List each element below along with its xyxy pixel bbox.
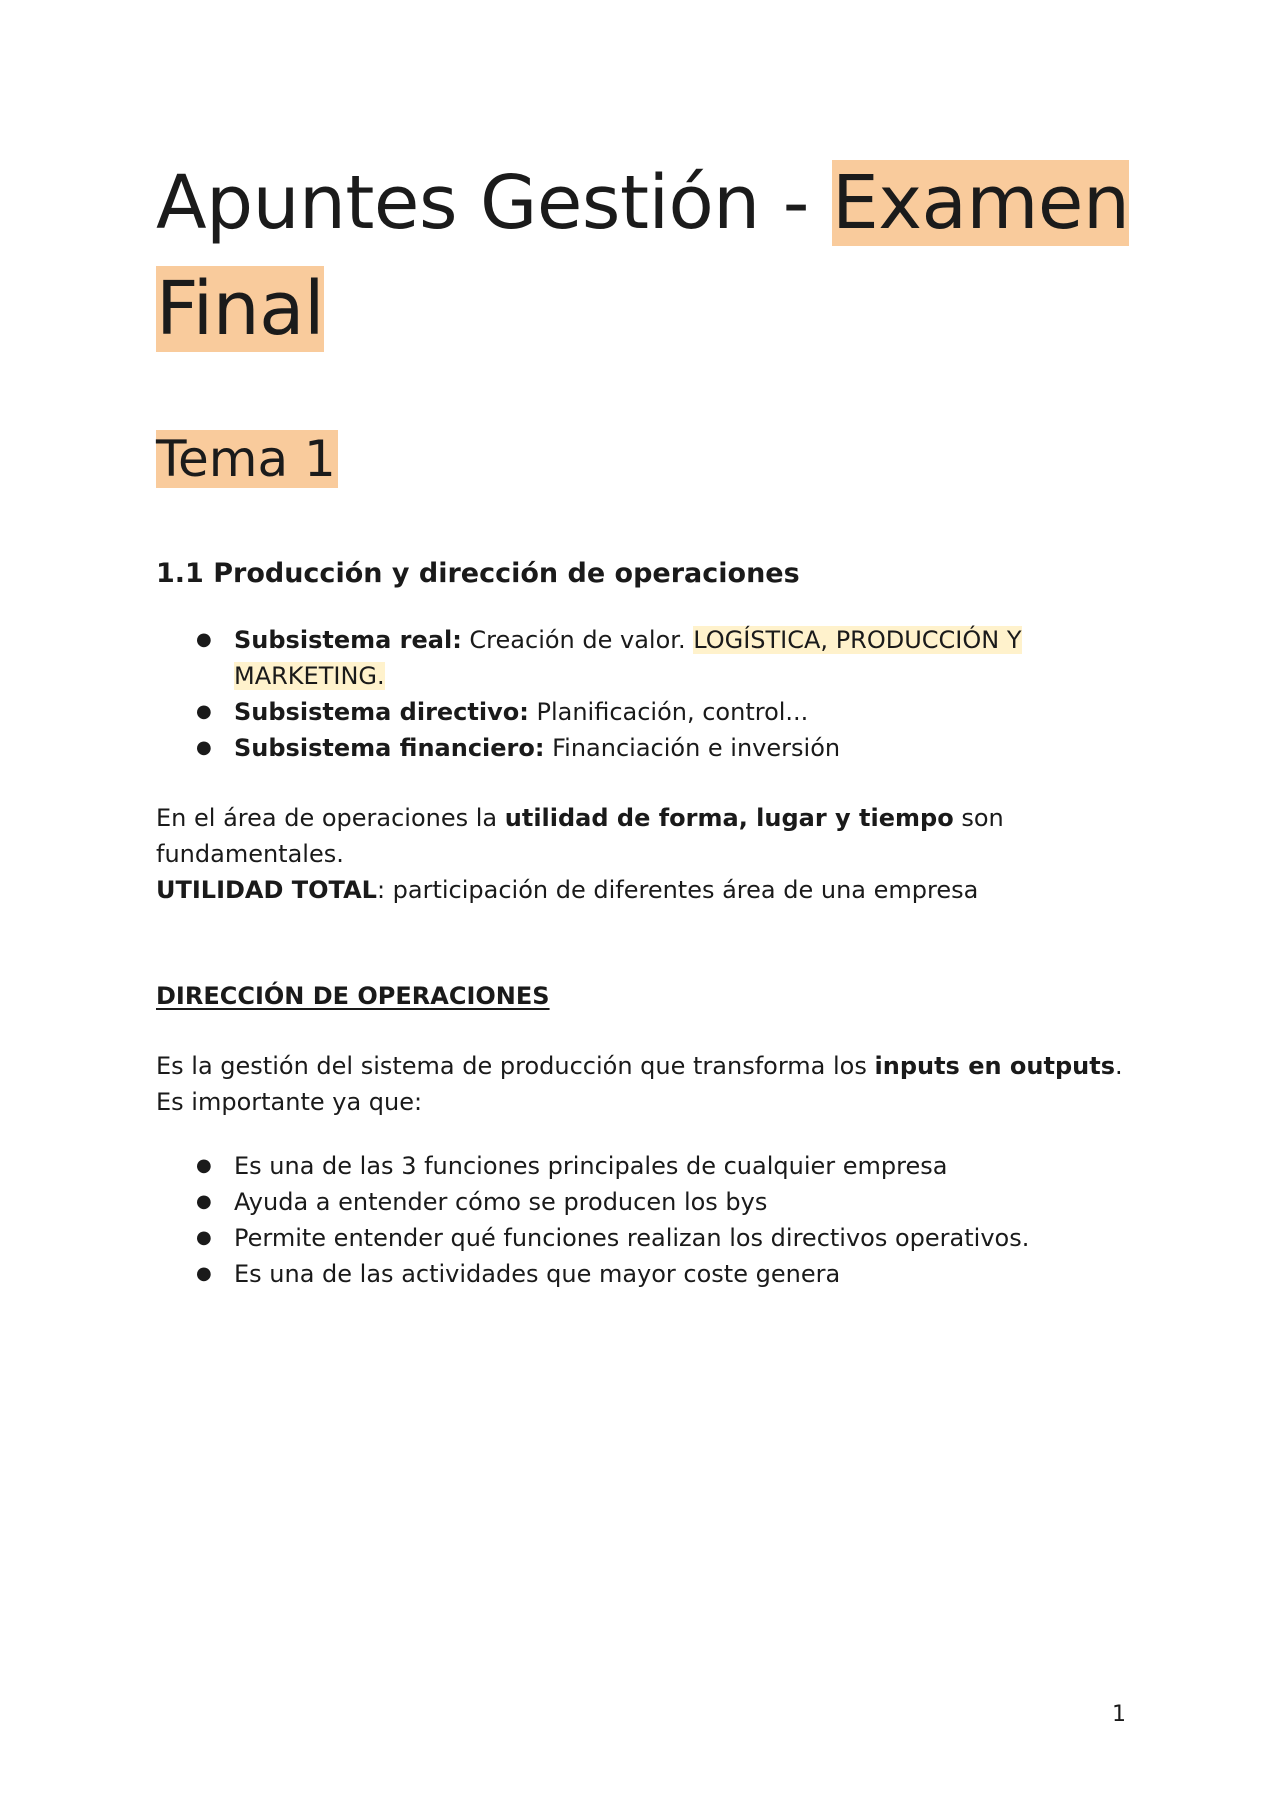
paragraph-text: : participación de diferentes área de una empresa bbox=[376, 876, 979, 904]
bullet-icon: ● bbox=[196, 1263, 212, 1284]
topic-heading bbox=[156, 426, 1136, 492]
list-item bbox=[196, 1184, 1136, 1220]
paragraph-text: En el área de operaciones la bbox=[156, 804, 505, 832]
paragraph-text: son fundamentales. bbox=[156, 804, 1004, 868]
list-item bbox=[196, 1220, 1136, 1256]
list-item-text: Creación de valor. bbox=[461, 626, 694, 654]
list-item-text: Permite entender qué funciones realizan los directivos operativos. bbox=[234, 1224, 1030, 1252]
direccion-paragraph bbox=[156, 1048, 1136, 1120]
list-item bbox=[196, 1256, 1136, 1292]
list-item-highlight: LOGÍSTICA, PRODUCCIÓN Y MARKETING. bbox=[234, 626, 1022, 690]
title-plain: Apuntes Gestión - bbox=[156, 160, 832, 246]
page-number: 1 bbox=[1112, 1702, 1126, 1727]
paragraph-text: . Es importante ya que: bbox=[156, 1052, 1123, 1116]
list-item-label: Subsistema real: bbox=[234, 626, 462, 654]
list-item-label: Subsistema financiero: bbox=[234, 734, 545, 762]
bullet-icon: ● bbox=[196, 701, 212, 722]
list-item-text: Financiación e inversión bbox=[544, 734, 841, 762]
document-title bbox=[156, 150, 1136, 362]
list-item bbox=[196, 730, 1136, 766]
list-item bbox=[196, 1148, 1136, 1184]
bullet-icon: ● bbox=[196, 1155, 212, 1176]
bullet-icon: ● bbox=[196, 737, 212, 758]
importance-list bbox=[156, 1148, 1136, 1292]
operations-paragraph bbox=[156, 800, 1136, 908]
subsystems-list bbox=[156, 622, 1136, 766]
paragraph-bold: inputs en outputs bbox=[874, 1052, 1115, 1080]
paragraph-bold: utilidad de forma, lugar y tiempo bbox=[504, 804, 954, 832]
direccion-heading: DIRECCIÓN DE OPERACIONES bbox=[156, 982, 550, 1010]
paragraph-text: Es la gestión del sistema de producción que transforma los bbox=[156, 1052, 875, 1080]
topic-heading-text: Tema 1 bbox=[156, 430, 336, 488]
title-highlight-examen: Examen bbox=[831, 160, 1130, 246]
list-item-label: Subsistema directivo: bbox=[234, 698, 529, 726]
list-item bbox=[196, 622, 1136, 694]
list-item-text: Es una de las actividades que mayor coste genera bbox=[234, 1260, 841, 1288]
list-item-text: Es una de las 3 funciones principales de cualquier empresa bbox=[234, 1152, 948, 1180]
bullet-icon: ● bbox=[196, 1227, 212, 1248]
title-highlight-final: Final bbox=[156, 266, 325, 352]
section-heading-1-1: 1.1 Producción y dirección de operaciones bbox=[156, 558, 800, 589]
list-item bbox=[196, 694, 1136, 730]
bullet-icon: ● bbox=[196, 1191, 212, 1212]
list-item-text: Planificación, control... bbox=[528, 698, 809, 726]
document-content bbox=[156, 150, 1136, 1292]
paragraph-bold: UTILIDAD TOTAL bbox=[156, 876, 377, 904]
list-item-text: Ayuda a entender cómo se producen los bys bbox=[234, 1188, 768, 1216]
bullet-icon: ● bbox=[196, 629, 212, 650]
